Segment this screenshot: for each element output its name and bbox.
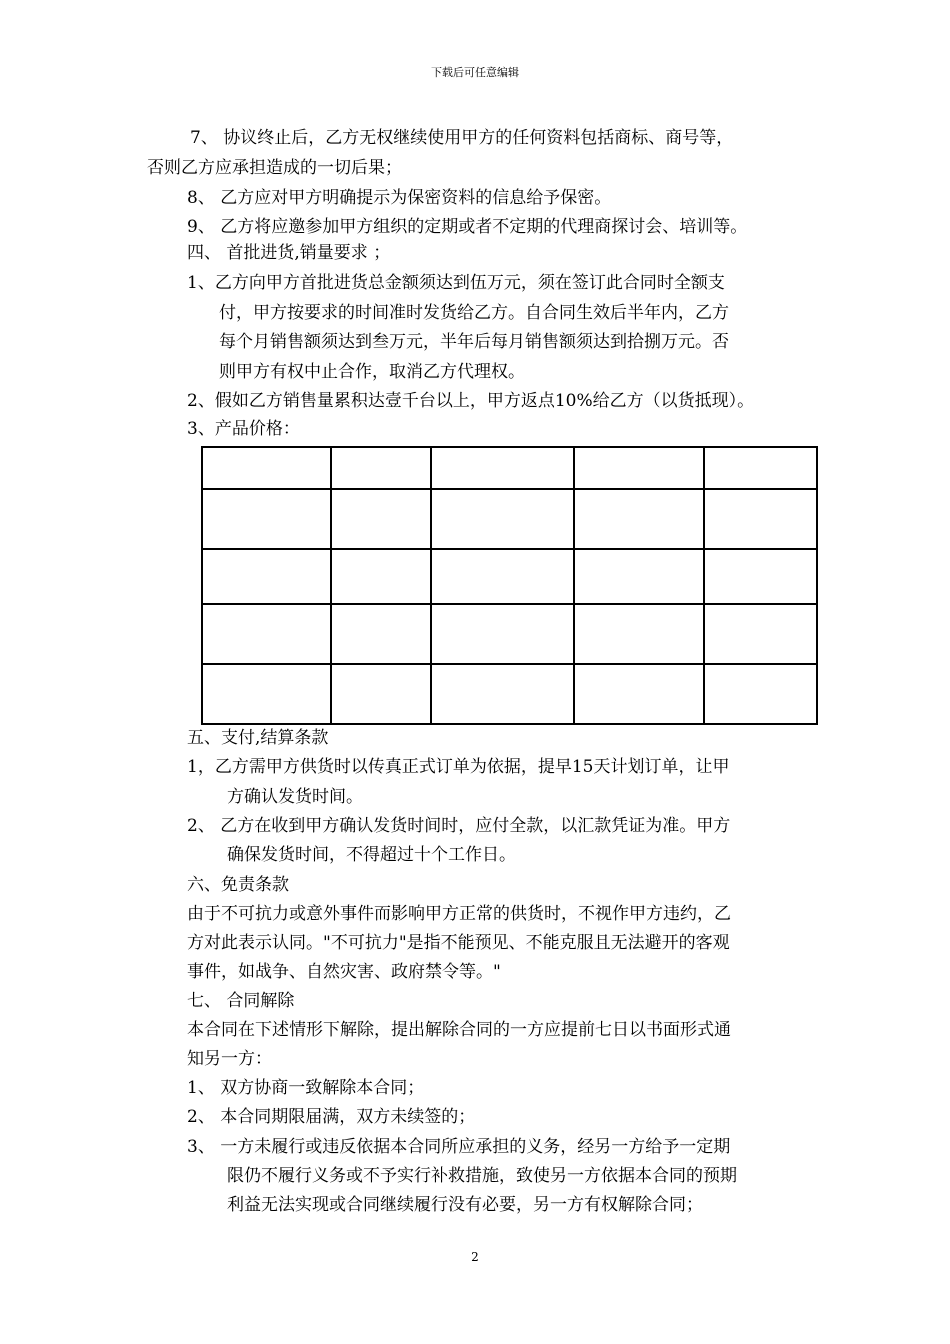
section-4-item-1-line-4: 则甲方有权中止合作，取消乙方代理权。	[219, 362, 525, 382]
section-6-para-line-1: 由于不可抗力或意外事件而影响甲方正常的供货时，不视作甲方违约，乙	[187, 904, 731, 924]
section-7-intro-line-1: 本合同在下述情形下解除，提出解除合同的一方应提前七日以书面形式通	[187, 1020, 731, 1040]
section-5-item-1-line-1: 1，乙方需甲方供货时以传真正式订单为依据，提早15天计划订单，让甲	[187, 757, 730, 777]
clause-7-line-1: 7、 协议终止后，乙方无权继续使用甲方的任何资料包括商标、商号等，	[190, 128, 734, 148]
section-4-heading: 四、 首批进货,销量要求 ；	[187, 243, 391, 263]
section-7-item-1: 1、 双方协商一致解除本合同；	[187, 1078, 425, 1098]
table-cell	[704, 664, 817, 724]
section-6-heading: 六、免责条款	[187, 875, 289, 895]
table-cell	[331, 664, 431, 724]
table-cell	[331, 604, 431, 664]
section-5-heading: 五、支付,结算条款	[187, 728, 329, 748]
table-cell	[704, 604, 817, 664]
section-7-item-2: 2、 本合同期限届满，双方未续签的；	[187, 1107, 476, 1127]
table-cell	[202, 447, 331, 489]
table-cell	[704, 447, 817, 489]
table-cell	[331, 549, 431, 604]
section-7-intro-line-2: 知另一方：	[187, 1049, 272, 1069]
clause-8: 8、 乙方应对甲方明确提示为保密资料的信息给予保密。	[187, 188, 612, 208]
table-cell	[202, 549, 331, 604]
page-header-note: 下载后可任意编辑	[431, 66, 519, 79]
section-6-para-line-2: 方对此表示认同。"不可抗力"是指不能预见、不能克服且无法避开的客观	[187, 933, 730, 953]
table-cell	[202, 604, 331, 664]
table-cell	[431, 664, 574, 724]
price-table	[201, 446, 818, 725]
table-cell	[574, 664, 704, 724]
section-6-para-line-3: 事件，如战争、自然灾害、政府禁令等。"	[187, 962, 501, 982]
table-row	[202, 447, 817, 489]
section-5-item-1-line-2: 方确认发货时间。	[227, 787, 363, 807]
section-7-item-3-line-3: 利益无法实现或合同继续履行没有必要，另一方有权解除合同；	[227, 1195, 703, 1215]
clause-9: 9、 乙方将应邀参加甲方组织的定期或者不定期的代理商探讨会、培训等。	[187, 217, 748, 237]
table-cell	[574, 604, 704, 664]
table-cell	[431, 549, 574, 604]
section-7-heading: 七、 合同解除	[187, 991, 295, 1011]
table-cell	[202, 489, 331, 549]
table-row	[202, 489, 817, 549]
table-row	[202, 604, 817, 664]
section-4-item-1-line-3: 每个月销售额须达到叁万元，半年后每月销售额须达到拾捌万元。否	[219, 332, 729, 352]
table-cell	[704, 549, 817, 604]
section-4-item-1-line-1: 1、乙方向甲方首批进货总金额须达到伍万元，须在签订此合同时全额支	[187, 273, 725, 293]
section-4-item-1-line-2: 付，甲方按要求的时间准时发货给乙方。自合同生效后半年内，乙方	[219, 303, 729, 323]
table-cell	[202, 664, 331, 724]
section-5-item-2-line-1: 2、 乙方在收到甲方确认发货时间时，应付全款，以汇款凭证为准。甲方	[187, 816, 731, 836]
table-row	[202, 664, 817, 724]
section-5-item-2-line-2: 确保发货时间，不得超过十个工作日。	[227, 845, 516, 865]
table-cell	[431, 489, 574, 549]
table-cell	[331, 489, 431, 549]
table-cell	[574, 489, 704, 549]
table-cell	[431, 447, 574, 489]
table-cell	[431, 604, 574, 664]
table-cell	[331, 447, 431, 489]
clause-7-line-2: 否则乙方应承担造成的一切后果；	[147, 158, 402, 178]
page-number: 2	[471, 1250, 479, 1264]
section-4-item-3: 3、产品价格：	[187, 419, 300, 439]
section-7-item-3-line-1: 3、 一方未履行或违反依据本合同所应承担的义务，经另一方给予一定期	[187, 1137, 731, 1157]
section-4-item-2: 2、假如乙方销售量累积达壹千台以上，甲方返点10%给乙方（以货抵现）。	[187, 391, 755, 411]
table-cell	[574, 447, 704, 489]
table-cell	[704, 489, 817, 549]
section-7-item-3-line-2: 限仍不履行义务或不予实行补救措施，致使另一方依据本合同的预期	[227, 1166, 737, 1186]
table-cell	[574, 549, 704, 604]
table-row	[202, 549, 817, 604]
